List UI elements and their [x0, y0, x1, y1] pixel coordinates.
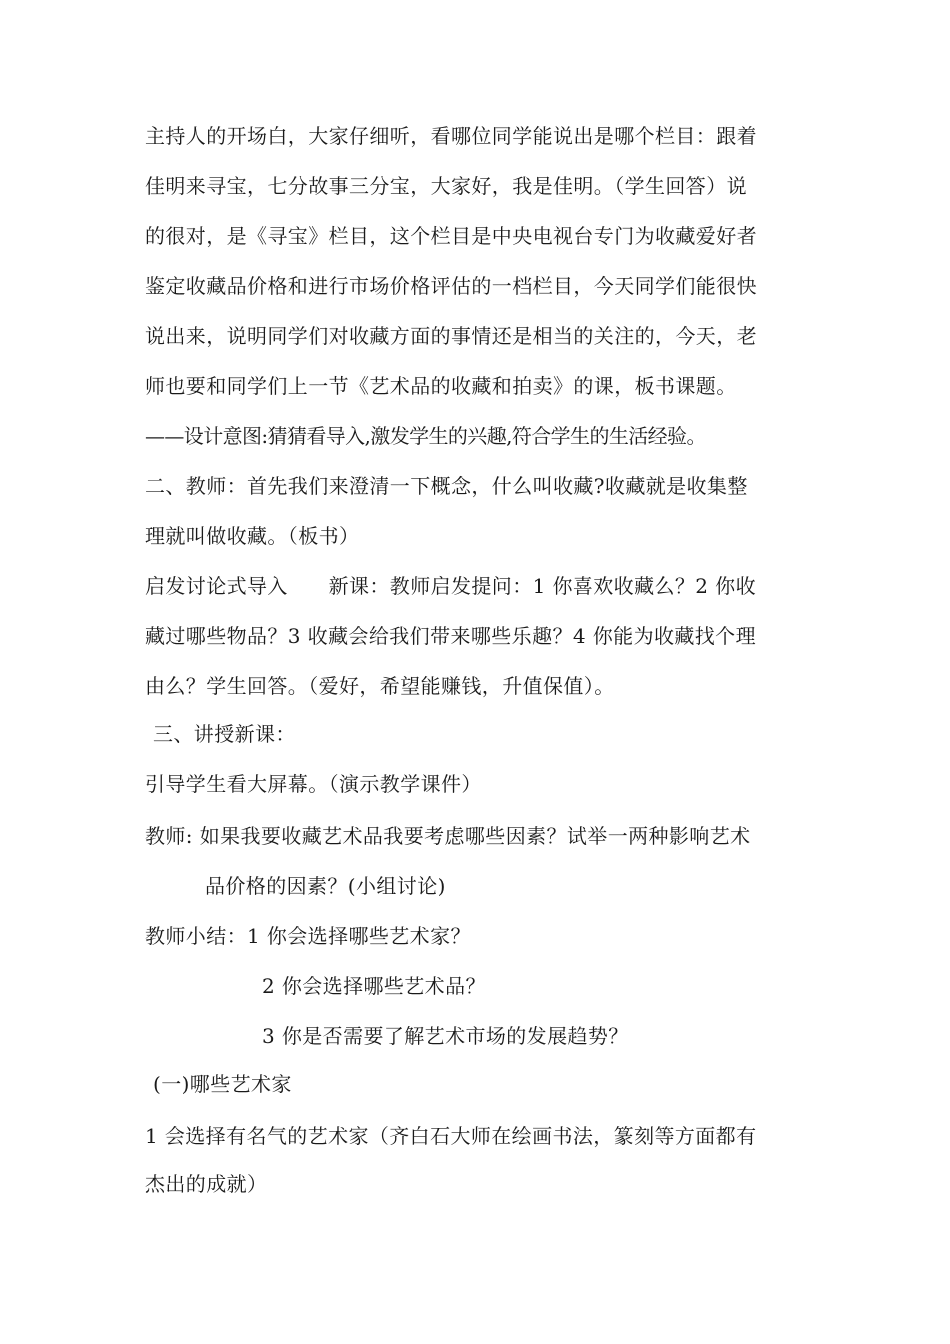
paragraph-line: 品价格的因素？(小组讨论) — [205, 874, 446, 898]
paragraph-line: 启发讨论式导入 新课：教师启发提问：1 你喜欢收藏么？2 你收 — [145, 574, 756, 598]
paragraph-line: 主持人的开场白，大家仔细听，看哪位同学能说出是哪个栏目：跟着 — [145, 124, 757, 148]
paragraph-line: 教师: 如果我要收藏艺术品我要考虑哪些因素？试举一两种影响艺术 — [145, 824, 751, 848]
paragraph-line: 说出来，说明同学们对收藏方面的事情还是相当的关注的，今天，老 — [145, 324, 757, 348]
summary-item: 2 你会选择哪些艺术品？ — [262, 974, 486, 998]
paragraph-line: 佳明来寻宝，七分故事三分宝，大家好，我是佳明。（学生回答）说 — [145, 174, 747, 198]
design-intent-line: ——设计意图:猜猜看导入,激发学生的兴趣,符合学生的生活经验。 — [145, 424, 706, 448]
summary-item: 3 你是否需要了解艺术市场的发展趋势？ — [262, 1024, 629, 1048]
subsection-heading: (一)哪些艺术家 — [153, 1072, 292, 1096]
summary-line: 教师小结：1 你会选择哪些艺术家？ — [145, 924, 471, 948]
paragraph-line: 理就叫做收藏。（板书） — [145, 524, 360, 548]
section-heading-three: 三、讲授新课： — [153, 722, 296, 746]
paragraph-line: 1 会选择有名气的艺术家（齐白石大师在绘画书法，篆刻等方面都有 — [145, 1124, 757, 1148]
section-heading-two: 二、教师：首先我们来澄清一下概念，什么叫收藏?收藏就是收集整 — [145, 474, 748, 498]
paragraph-line: 杰出的成就） — [145, 1172, 268, 1196]
paragraph-line: 引导学生看大屏幕。（演示教学课件） — [145, 772, 482, 796]
paragraph-line: 由么？学生回答。（爱好，希望能赚钱，升值保值）。 — [145, 674, 615, 698]
paragraph-line: 鉴定收藏品价格和进行市场价格评估的一档栏目，今天同学们能很快 — [145, 274, 757, 298]
paragraph-line: 的很对，是《寻宝》栏目，这个栏目是中央电视台专门为收藏爱好者 — [145, 224, 757, 248]
paragraph-line: 师也要和同学们上一节《艺术品的收藏和拍卖》的课，板书课题。 — [145, 374, 737, 398]
paragraph-line: 藏过哪些物品？3 收藏会给我们带来哪些乐趣？4 你能为收藏找个理 — [145, 624, 756, 648]
